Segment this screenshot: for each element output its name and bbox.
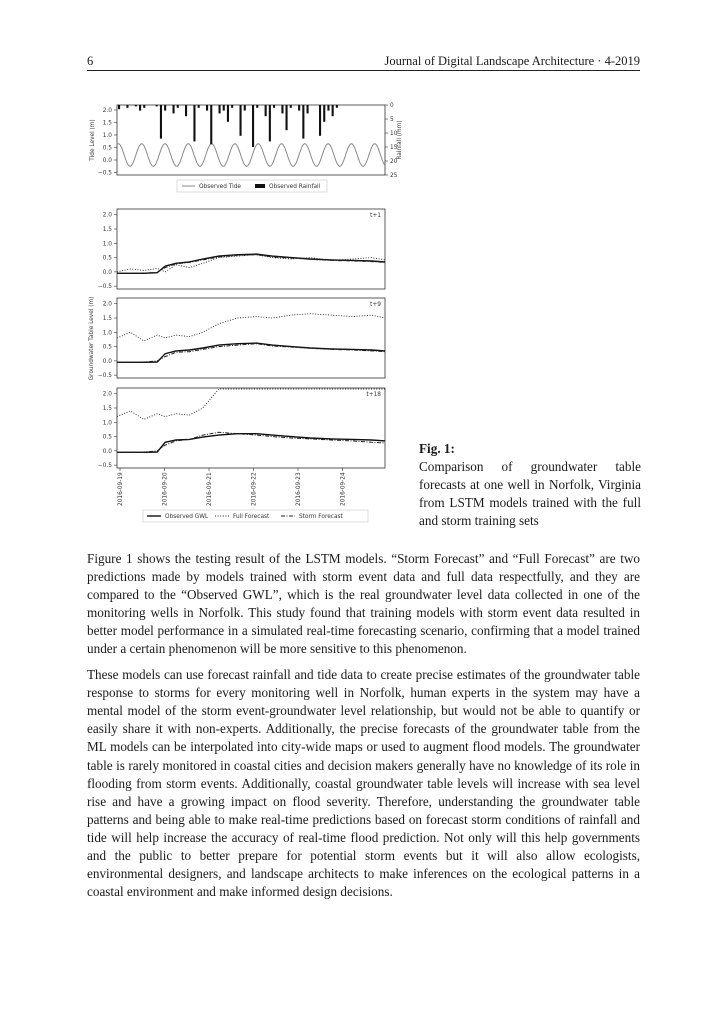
y-tick-label: 1.5 <box>102 227 112 233</box>
y-tick-label: 1.5 <box>102 316 112 322</box>
y-tick-label: 0.0 <box>102 269 112 276</box>
rainfall-bar <box>185 105 187 116</box>
plot-frame-2 <box>117 298 385 378</box>
rainfall-bar <box>327 105 329 111</box>
rainfall-tick-label: 20 <box>390 159 398 165</box>
legend-label-1: Full Forecast <box>233 514 270 520</box>
y-tick-label: 0.5 <box>102 344 112 351</box>
series-storm-forecast <box>117 344 385 363</box>
y-tick-label: 1.5 <box>102 406 112 412</box>
rainfall-bar <box>332 105 334 116</box>
rainfall-bar <box>198 105 200 108</box>
rainfall-bar <box>307 105 309 113</box>
figure-caption-text: Comparison of groundwater table forecasts at one well in Norfolk, Virginia from LSTM models trained with the full and storm training sets <box>419 459 641 528</box>
rainfall-bar <box>269 105 271 141</box>
y-tick-label: 0.5 <box>102 255 112 262</box>
rainfall-bar <box>156 105 158 106</box>
x-tick-label: 2016-09-22 <box>251 472 258 506</box>
rainfall-bar <box>135 105 137 106</box>
rainfall-bar <box>319 105 321 136</box>
y-tick-label: −0.5 <box>97 284 112 291</box>
series-observed-gwl <box>117 434 385 453</box>
rainfall-bar <box>244 105 246 111</box>
series-storm-forecast <box>117 432 385 452</box>
y-tick-label: 1.0 <box>102 133 112 139</box>
rainfall-bar <box>302 105 304 139</box>
y-tick-label: 1.5 <box>102 120 112 127</box>
body-text <box>87 550 640 909</box>
rainfall-bar <box>323 105 325 122</box>
y-tick-label: 1.0 <box>102 241 112 248</box>
series-full-forecast <box>117 389 385 419</box>
rainfall-tick-label: 10 <box>390 131 398 137</box>
rainfall-bar <box>193 105 195 141</box>
x-tick-label: 2016-09-23 <box>296 472 302 506</box>
tide-axis-label: Tide Level (m) <box>90 119 96 161</box>
x-tick-label: 2016-09-19 <box>118 472 124 506</box>
y-tick-label: 0.5 <box>102 145 112 152</box>
rainfall-bar <box>252 105 254 147</box>
series-storm-forecast <box>117 255 385 274</box>
horizon-label: t+18 <box>366 392 381 398</box>
running-header <box>87 54 640 71</box>
rainfall-bar <box>160 105 162 139</box>
rainfall-bar <box>281 105 283 113</box>
rainfall-bar <box>256 105 258 108</box>
rainfall-tick-label: 25 <box>390 173 398 179</box>
y-tick-label: 2.0 <box>102 391 112 398</box>
legend-label-0: Observed GWL <box>165 514 209 520</box>
x-tick-label: 2016-09-24 <box>340 472 347 506</box>
figure-caption-label: Fig. 1: <box>419 441 455 456</box>
legend-label-tide: Observed Tide <box>199 184 241 190</box>
rainfall-bar <box>139 105 141 111</box>
rainfall-tick-label: 15 <box>390 145 398 151</box>
y-tick-label: 2.0 <box>102 212 112 219</box>
rainfall-bar <box>286 105 288 130</box>
rainfall-bar <box>173 105 175 113</box>
legend-label-2: Storm Forecast <box>299 514 343 520</box>
y-tick-label: 1.0 <box>102 330 112 337</box>
y-tick-label: 2.0 <box>102 108 112 114</box>
rainfall-bar <box>231 105 233 108</box>
y-tick-label: 0.0 <box>102 158 112 164</box>
plot-frame-1 <box>117 209 385 289</box>
y-tick-label: 0.0 <box>102 448 112 455</box>
rainfall-bar <box>227 105 229 122</box>
observed-tide-line <box>117 144 385 166</box>
rainfall-bar <box>210 105 212 144</box>
rainfall-tick-label: 5 <box>390 117 394 123</box>
y-tick-label: 0.5 <box>102 434 112 441</box>
series-observed-gwl <box>117 254 385 273</box>
rainfall-bar <box>206 105 208 111</box>
journal-title: Journal of Digital Landscape Architecture · 4-2019 <box>384 54 640 68</box>
legend-label-rain: Observed Rainfall <box>269 184 321 190</box>
rainfall-bar <box>143 105 145 108</box>
rainfall-bar <box>223 105 225 111</box>
rainfall-bar <box>265 105 267 116</box>
x-tick-label: 2016-09-21 <box>207 472 213 506</box>
rainfall-tick-label: 0 <box>390 103 394 109</box>
plot-frame-0 <box>117 105 385 175</box>
x-tick-label: 2016-09-20 <box>162 472 169 506</box>
y-tick-label: −0.5 <box>97 373 112 380</box>
rainfall-bar <box>336 105 338 108</box>
figure-1-charts <box>85 98 405 530</box>
y-tick-label: 0.0 <box>102 358 112 365</box>
y-tick-label: 1.0 <box>102 420 112 427</box>
y-tick-label: 2.0 <box>102 301 112 308</box>
rainfall-bar <box>273 105 275 108</box>
plot-frame-3 <box>117 388 385 468</box>
legend-swatch-rain <box>255 184 265 188</box>
groundwater-axis-label: Groundwater Table Level (m) <box>89 296 95 381</box>
series-full-forecast <box>117 314 385 341</box>
rainfall-bar <box>118 105 120 109</box>
rainfall-bar <box>164 105 166 111</box>
figure-caption <box>419 440 641 530</box>
y-tick-label: −0.5 <box>97 463 112 470</box>
rainfall-bar <box>126 105 128 108</box>
horizon-label: t+1 <box>370 213 381 219</box>
rainfall-bar <box>219 105 221 113</box>
series-full-forecast <box>117 255 385 272</box>
y-tick-label: −0.5 <box>97 170 112 177</box>
horizon-label: t+9 <box>370 302 381 308</box>
rainfall-bar <box>177 105 179 108</box>
rainfall-bar <box>240 105 242 136</box>
rainfall-bar <box>298 105 300 111</box>
rainfall-bar <box>290 105 292 108</box>
rainfall-axis-label: Rainfall (mm) <box>397 120 403 160</box>
page-number: 6 <box>87 54 94 68</box>
paragraph-1: Figure 1 shows the testing result of the LSTM models. “Storm Forecast” and “Full Forecast” are two predictions made by models trained with storm event data and full data respectfully, and they are compared to the “Observed GWL”, which is the real groundwater level data collected in one of the monitoring wells in Norfolk. This study found that training models with storm event data resulted in better model performance in a simulated real-time forecasting scenario, confirming that a model trained under a certain phenomenon will be more sensitive to this phenomenon. <box>87 551 640 657</box>
series-observed-gwl <box>117 343 385 362</box>
paragraph-2: These models can use forecast rainfall and tide data to create precise estimates of the groundwater table response to storms for every monitoring well in Norfolk, human experts in the system may have a mental model of the storm event-groundwater level relationship, but would not be able to quantify or easily share it with non-experts. Additionally, the precise forecasts of the groundwater table from the ML models can be interpolated into city-wide maps or used to augment flood models. The groundwater table is rarely monitored in coastal cities and decision makers generally have no knowledge of its role in flooding from storm events. Additionally, coastal groundwater table levels will increase with sea level rise and have a growing impact on flood severity. Therefore, understanding the groundwater table patterns and being able to make real-time predictions based on forecast storm conditions of rainfall and tide will help increase the accuracy of real-time flood prediction. Not only will this help governments and the public to better prepare for potential storm events but it will also allow ecologists, environmental designers, and landscape architects to make inferences on the ecological patterns in a coastal environment and make informed design decisions. <box>87 667 640 899</box>
